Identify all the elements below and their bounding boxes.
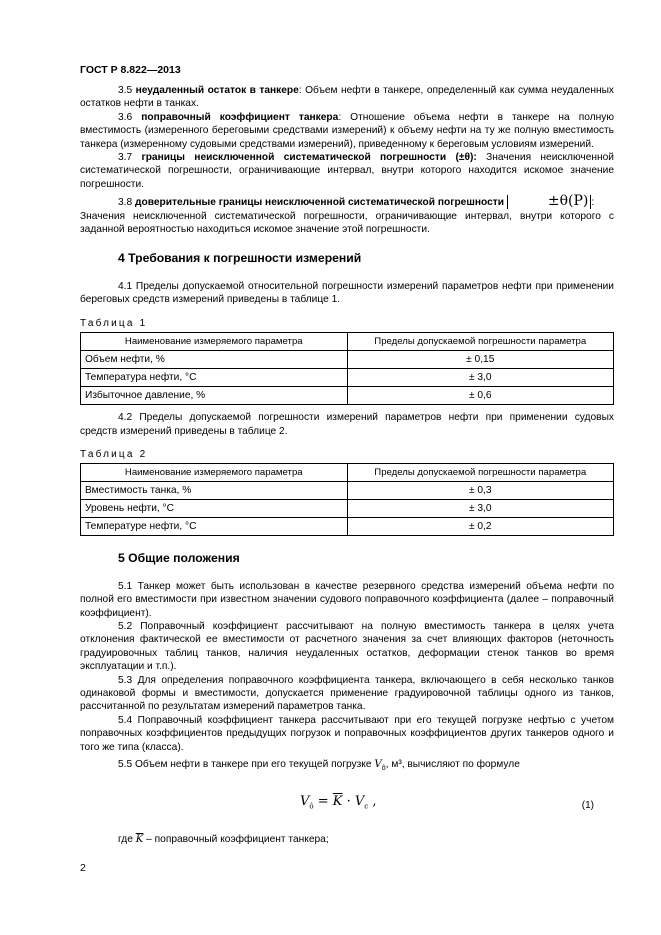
table-2-caption: Таблица 2 [80,448,148,460]
term: границы неисключенной систематической погрешности (±θ): [141,152,477,164]
table-1-caption: Таблица 1 [80,317,148,329]
clause-3-6: 3.6 поправочный коэффициент танкера: Отношение объема нефти в танкере на полную вместимость (измеренного береговыми средствами измерений) к объему нефти на ту же полную вместимость танкера (измеренному судовыми средствами измерений), приведенному к береговым условиям измерений. [80,111,614,150]
formula-expression: $V_ô = \overline{K} \cdot V_c$ , [300,794,377,812]
table-header: Пределы допускаемой погрешности параметра [347,333,614,351]
term: поправочный коэффициент танкера [141,111,339,123]
section-5-title: 5 Общие положения [118,551,240,566]
term: доверительные границы неисключенной систематической погрешности [135,197,504,209]
table-2 [80,463,614,536]
para-5-1: 5.1 Танкер может быть использован в качестве резервного средства измерений объема нефти по полной его вместимости при известном значении судового поправочного коэффициента (далее – поправочный коэффициент). [80,580,614,619]
document-body [80,84,614,847]
para-4-2: 4.2 Пределы допускаемой погрешности измерений параметров нефти при применении судовых средств измерений приведены в таблице 2. [80,412,614,437]
para-5-3: 5.3 Для определения поправочного коэффициента танкера, включающего в себя несколько танков одинаковой формы и вместимости, допускается применение градуировочной таблицы одного из танков, рассчитанной по результатам измерений параметров танка. [80,674,614,713]
para-5-4: 5.4 Поправочный коэффициент танкера рассчитывают при его текущей погрузке нефтью с учетом поправочных коэффициентов предыдущих погрузок и поправочных коэффициентов других танкеров одного и того же типа (класса). [80,714,614,753]
formula-1 [80,787,614,827]
table-header: Наименование измеряемого параметра [81,464,348,482]
para-4-1: 4.1 Пределы допускаемой относительной погрешности измерений параметров нефти при применении береговых средств измерений приведены в таблице 1. [80,280,614,306]
table-row: Температура нефти, °С ± 3,0 [81,369,614,387]
section-4-title: 4 Требования к погрешности измерений [118,251,362,266]
clause-3-5: 3.5 неудаленный остаток в танкере: Объем нефти в танкере, определенный как сумма неудаленных остатков нефти в танках. [80,85,615,110]
para-5-2: 5.2 Поправочный коэффициент рассчитывают на полную вместимость танкера в целях учета отклонения фактической ее вместимости от расчетного значения за счет влияющих факторов (неточность градуировочных таблиц танков, наличия неудаленных остатков, деформации стенок танков во время эксплуатации и т.п.). [80,620,614,673]
table-1 [80,332,614,405]
table-row: Избыточное давление, % ± 0,6 [81,387,614,405]
formula-number: (1) [581,800,594,812]
clause-3-7: 3.7 границы неисключенной систематической погрешности (±θ): Значения неисключенной систематической погрешности, ограничивающие интервал, внутри которого находится искомое значение погрешности. [80,152,614,190]
para-5-5: 5.5 Объем нефти в танкере при его текущей погрузке $V_ô$, м³, вычисляют по формуле [118,759,520,773]
term: неудаленный остаток в танкере [135,85,299,96]
clause-3-8: 3.8 доверительные границы неисключенной систематической погрешности ±θ(P) : [118,193,595,210]
table-header: Пределы допускаемой погрешности параметра [347,464,614,482]
table-row: Уровень нефти, °С ± 3,0 [81,500,614,518]
table-row: Вместимость танка, % ± 0,3 [81,482,614,500]
table-row: Температуре нефти, °С ± 0,2 [81,518,614,536]
theta-symbol: ±θ(P) [507,195,592,208]
table-header: Наименование измеряемого параметра [81,333,348,351]
page-number: 2 [80,862,86,874]
table-row: Объем нефти, % ± 0,15 [81,351,614,369]
where-clause: где $\overline{K}$ – поправочный коэффициент танкера; [118,834,329,846]
document-header: ГОСТ Р 8.822—2013 [80,64,181,76]
clause-3-8-text: Значения неисключенной систематической погрешности, ограничивающие интервал, внутри которого с заданной вероятностью находиться искомое значение этой погрешности. [80,210,614,236]
